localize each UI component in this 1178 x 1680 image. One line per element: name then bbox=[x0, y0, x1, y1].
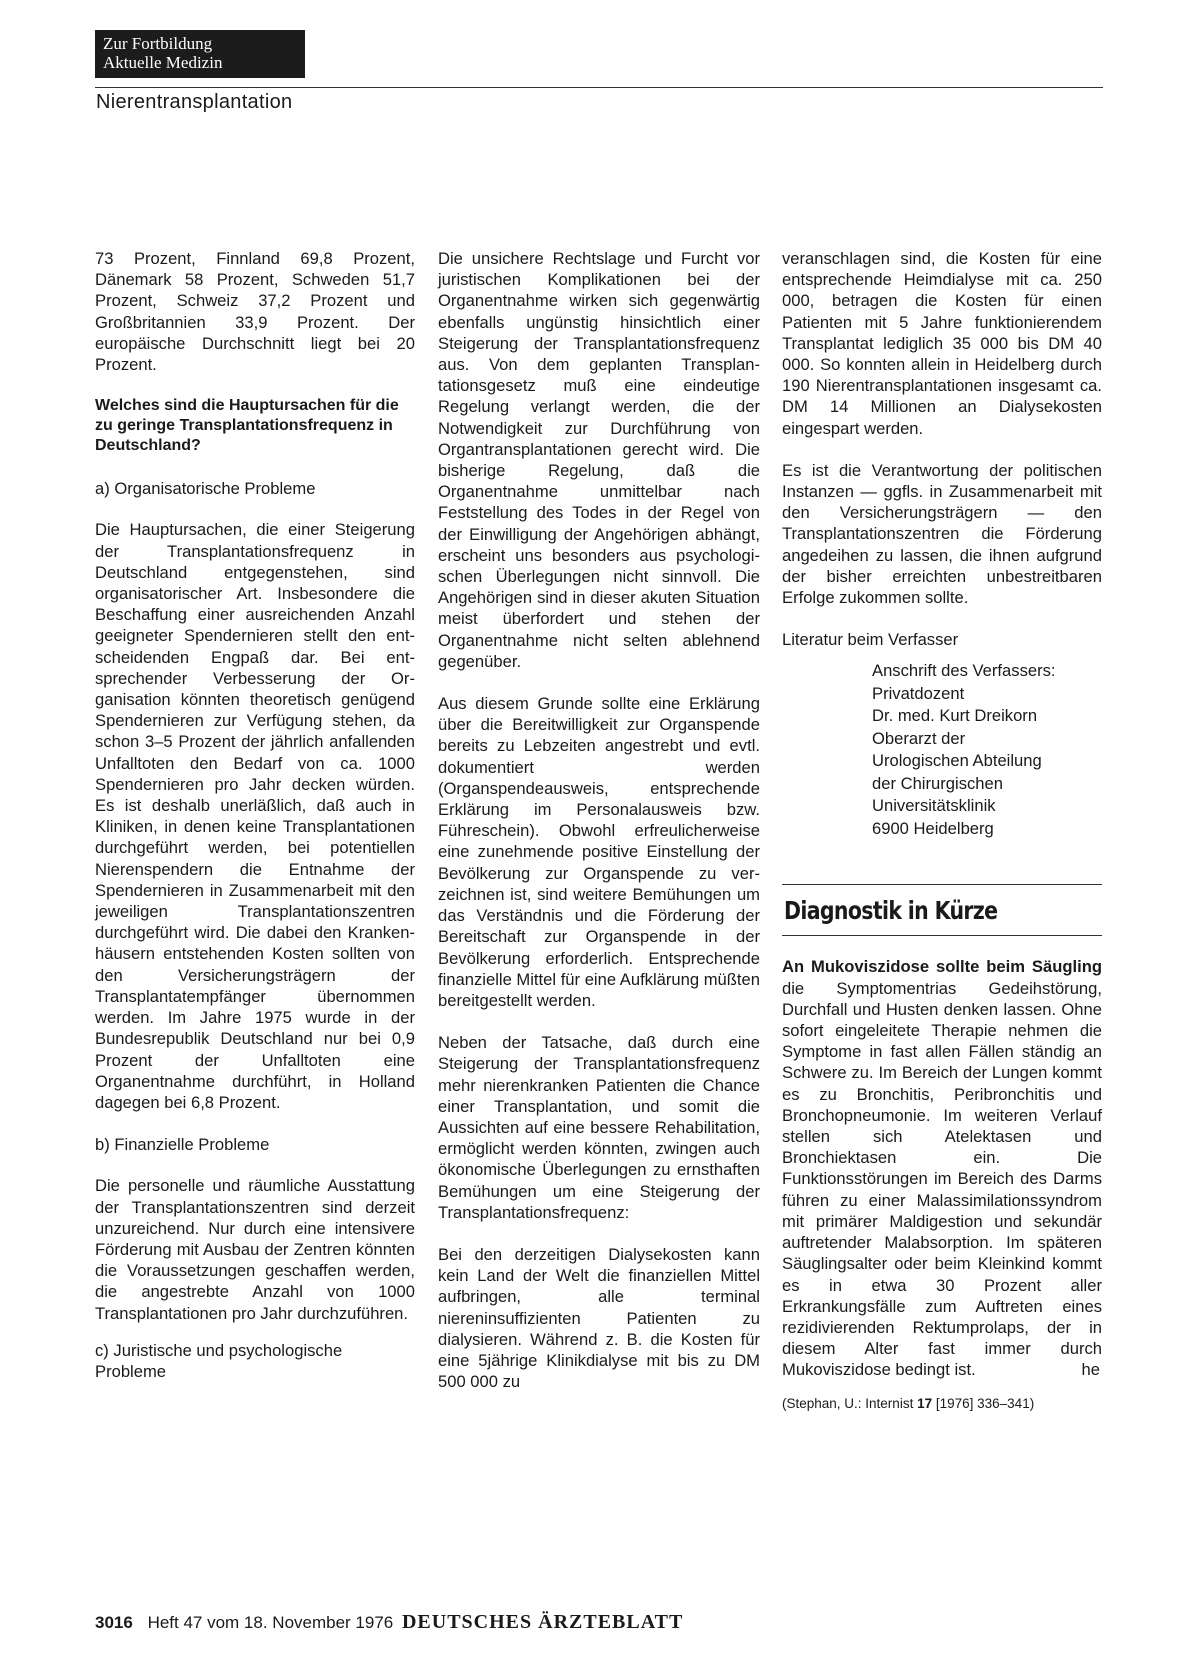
paragraph: veranschlagen sind, die Kosten für eine entsprechende Heimdialyse mit ca. 250 000, betragen die Kosten für einen Patienten mit 5 Jahre funktionierendem Transplantat lediglich 35 000 bis DM 40 000. So konnten allein in Heidelberg durch 190 Nierentransplantationen insgesamt ca. DM 14 Millionen an Dialysekosten eingespart werden. bbox=[782, 249, 1102, 438]
paragraph: Die Hauptursachen, die einer Steigerung der Transplantationsfrequenz in Deutschland entgegenstehen, sind organisatorischer Art. Insbesondere die Beschaffung einer ausreichenden Anzahl geeigneter Spendernieren stellt den entscheidenden Engpaß dar. Bei entsprechender Verbesserung der Organisation könnten theoretisch genügend Spendernieren zur Verfügung stehen, da schon 3–5 Prozent der jährlich anfallenden Unfalltoten den Bedarf von ca. 1000 Spendernieren pro Jahr decken würden. Es ist deshalb unerläßlich, daß auch in Kliniken, in denen keine Transplantationen durchgeführt werden, bei potentiellen Nierenspendern die Entnahme der Spendernieren in Zusammenarbeit mit den jeweiligen Transplantationszentren durchgeführt wird. Die dabei den Krankenhäusern entstehenden Kosten sollten von den Versicherungsträgern der Transplantatempfänger übernommen werden. Im Jahre 1975 wurde in der Bundesrepublik Deutschland nur bei 0,9 Prozent der Unfalltoten eine Organentnahme durchführt, in Holland dagegen bei 6,8 Prozent. bbox=[95, 520, 415, 1112]
address-line: Dr. med. Kurt Dreikorn bbox=[872, 706, 1038, 726]
diagnostik-box bbox=[782, 884, 1102, 1412]
paragraph: Die personelle und räumliche Ausstattung der Transplantationszentren sind derzeit unzureichend. Nur durch eine intensivere Förderung mit Ausbau der Zentren könnten die Voraussetzungen geschaffen werden, die angestrebte Anzahl von 1000 Transplantationen pro Jahr durchzuführen. bbox=[95, 1176, 415, 1323]
page-number: 3016 bbox=[95, 1613, 133, 1632]
diagnostik-text bbox=[782, 956, 1102, 1380]
issue-info: Heft 47 vom 18. November 1976 bbox=[147, 1613, 394, 1632]
box-rule-top bbox=[782, 884, 1102, 885]
column-2 bbox=[438, 248, 760, 1413]
paragraph: Neben der Tatsache, daß durch eine Steigerung der Transplantationsfrequenz mehr nierenkranken Patienten die Chance einer Transplantation, und somit die Aussichten auf eine bessere Rehabilitation, ermöglicht werden könnten, zwingen auch ökonomische Überlegungen zu ernsthaften Bemühungen um eine Steigerung der Transplantationsfrequenz: bbox=[438, 1033, 760, 1222]
address-line: 6900 Heidelberg bbox=[872, 818, 994, 838]
diagnostik-body: die Symptomentrias Gedeihstörung, Durchfall und Husten denken lassen. Ohne sofort eingeleitete Therapie nehmen die Symptome in fast allen Fällen ständig an Schwere zu. Im Bereich der Lungen kommt es zu Bronchitis, Peribronchitis und Bronchopneumonie. Im weiteren Verlauf stellen sich Atelektasen und Bronchiektasen ein. Die Funktionsstörungen im Bereich des Darms führen zu einer Malassimilationssyndrom mit primärer Maldigestion und sekundär auftretender Malabsorption. Im späteren Säuglingsalter oder beim Kleinkind kommt es in etwa 30 Prozent aller Erkrankungsfälle zum Auftreten eines rezidivierenden Rektumprolaps, der in diesem Alter fast immer durch Mukoviszidose bedingt ist. bbox=[782, 978, 1102, 1380]
subheading-a: a) Organisatorische Probleme bbox=[95, 479, 316, 499]
address-line: der Chirurgischen bbox=[872, 773, 1003, 793]
author-address bbox=[782, 660, 1102, 840]
badge-line-2: Aktuelle Medizin bbox=[103, 53, 223, 72]
column-1 bbox=[95, 248, 415, 1402]
subheading-c: c) Juristische und psychologische Probleme bbox=[95, 1340, 343, 1381]
paragraph: Es ist die Verantwortung der politischen Instanzen — ggfls. in Zusammenarbeit mit den Versicherungsträgern — den Transplantationszentren die Förderung angedeihen zu lassen, die ihnen aufgrund der bisher erreichten unbestreitbaren Erfolge zukommen sollte. bbox=[782, 460, 1102, 608]
page-footer bbox=[95, 1611, 683, 1634]
box-rule-bottom bbox=[782, 935, 1102, 936]
paragraph: Bei den derzeitigen Dialysekosten kann kein Land der Welt die finanziellen Mittel aufbringen, alle terminal niereninsuffizienten Patienten zu dialysieren. Während z. B. die Kosten für eine 5jährige Klinikdialyse mit bis zu DM 500 000 zu bbox=[438, 1244, 760, 1392]
address-line: Privatdozent bbox=[872, 683, 965, 703]
paragraph: Die unsichere Rechtslage und Furcht vor juristischen Komplikationen bei der Organentnahme wirken sich gegenwärtig ebenfalls ungünstig hinsichtlich einer Steigerung der Transplantationsfrequenz aus. Von dem geplanten Transplantationsgesetz muß eine eindeutige Regelung verlangt werden, die der Notwendigkeit zur Durchführung von Organtransplantationen gerecht wird. Die bisherige Regelung, daß die Organentnahme unmittelbar nach Feststellung des Todes in der Regel von der Einwilligung der Angehörigen abhängt, erscheint uns besonders aus psychologischen Überlegungen nicht sinnvoll. Die Angehörigen sind in dieser akuten Situation meist überfordert und stehen der Organentnahme nicht selten ablehnend gegenüber. bbox=[438, 249, 760, 671]
diagnostik-title: Diagnostik in Kürze bbox=[784, 896, 998, 926]
address-line: Universitätsklinik bbox=[872, 796, 996, 816]
signature: he bbox=[1081, 1360, 1100, 1380]
section-title: Nierentransplantation bbox=[96, 91, 293, 113]
address-line: Oberarzt der bbox=[872, 728, 966, 748]
citation-rest: [1976] 336–341) bbox=[932, 1395, 1035, 1411]
citation-author: (Stephan, U.: Internist bbox=[782, 1395, 918, 1411]
column-3 bbox=[782, 248, 1102, 1413]
citation bbox=[782, 1395, 1102, 1413]
diagnostik-lead: An Mukoviszidose sollte beim Säugling bbox=[782, 957, 1102, 977]
badge-line-1: Zur Fortbildung bbox=[103, 34, 213, 53]
citation-volume: 17 bbox=[917, 1395, 933, 1411]
paragraph: 73 Prozent, Finnland 69,8 Prozent, Dänemark 58 Prozent, Schweden 51,7 Prozent, Schweiz 37,2 Prozent und Großbritannien 33,9 Prozent. Der europäische Durchschnitt liegt bei 20 Prozent. bbox=[95, 249, 415, 375]
subheading-b: b) Finanzielle Probleme bbox=[95, 1135, 270, 1155]
section-badge bbox=[95, 30, 305, 78]
address-line: Anschrift des Verfassers: bbox=[872, 661, 1056, 681]
question-heading: Welches sind die Hauptursachen für die zu geringe Transplantationsfrequenz in Deutschland? bbox=[95, 397, 399, 455]
address-line: Urologischen Abteilung bbox=[872, 751, 1042, 771]
header-rule bbox=[95, 87, 1103, 88]
literature-note: Literatur beim Verfasser bbox=[782, 630, 959, 650]
journal-name: DEUTSCHES ÄRZTEBLATT bbox=[401, 1611, 684, 1633]
paragraph: Aus diesem Grunde sollte eine Erklärung über die Bereitwilligkeit zur Organspende bereits zu Lebzeiten angestrebt und evtl. dokumentiert werden (Organspendeausweis, entsprechende Erklärung im Personalausweis bzw. Führeschein). Obwohl erfreulicherweise eine zunehmende positive Einstellung der Bevölkerung zur Organspende zu verzeichnen ist, sind weitere Bemühungen um das Verständnis und die Förderung der Bereitschaft zur Organspende in der Bevölkerung erforderlich. Entsprechende finanzielle Mittel für eine Aufklärung müßten bereitgestellt werden. bbox=[438, 694, 760, 1010]
